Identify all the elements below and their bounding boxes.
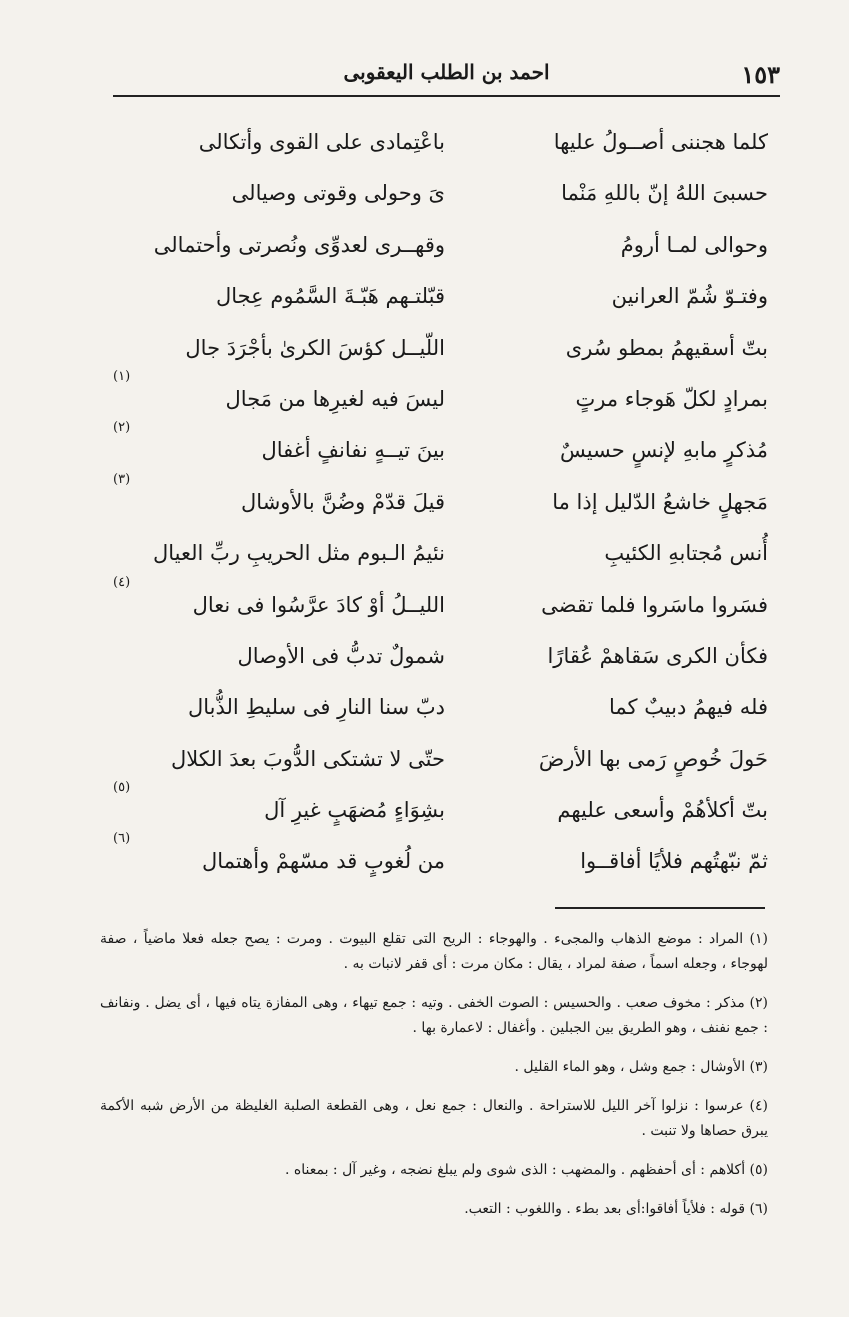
footnote-marker: (٦) xyxy=(113,831,131,847)
verse-second-hemistich: ليسَ فيه لغيرِها من مَجال xyxy=(225,386,445,411)
verse-line xyxy=(113,168,780,219)
verse-first-hemistich: بتّ أكلأهُمْ وأسعى عليهم xyxy=(557,798,768,823)
verse-first-hemistich: حسبىَ اللهُ إنّ باللهِ مَنْما xyxy=(561,181,768,206)
verse-first-hemistich: فكأن الكرى سَقاهمْ عُقارًا xyxy=(547,643,768,668)
verse-first-hemistich: بمرادٍ لكلّ هَوجاء مرتٍ xyxy=(575,386,768,411)
verse-first-hemistich: أُنس مُجتابهِ الكئيبِ xyxy=(604,541,768,566)
footnote: (٣) الأوشال : جمع وشل ، وهو الماء القليل . xyxy=(514,1059,768,1075)
verse-second-hemistich: قيلَ قدّمْ وضُنَّ بالأوشال xyxy=(241,489,445,514)
footnote-marker: (٢) xyxy=(113,420,131,436)
verse-first-hemistich: وحوالى لمـا أرومُ xyxy=(620,232,768,257)
verse-second-hemistich: ىَ وحولى وقوتى وصيالى xyxy=(231,181,445,206)
footnote: (٤) عرسوا : نزلوا آخر الليل للاستراحة . والنعال : جمع نعل ، وهى القطعة الصلبة الغليظة من الأرض شبه الأكمة يبرق حصاها ولا تنبت . xyxy=(100,1098,768,1139)
verse-line xyxy=(113,574,780,631)
verse-second-hemistich: حتّى لا تشتكى الدُّوبَ بعدَ الكلال xyxy=(171,746,445,771)
verse-second-hemistich: قبّلتـهم هَبّـةَ السَّمُوم عِجال xyxy=(215,284,445,309)
verse-line xyxy=(113,420,780,476)
verse-second-hemistich: بينَ تيــهٍ نفانفٍ أغفال xyxy=(261,438,445,463)
poem-verses xyxy=(113,117,780,888)
verse-line xyxy=(113,780,780,836)
footnotes xyxy=(100,927,768,1226)
footnote-marker: (٥) xyxy=(113,780,131,796)
verse-line xyxy=(113,117,780,168)
verse-line xyxy=(113,220,780,271)
verse-line xyxy=(113,368,780,425)
footnote-rule xyxy=(555,907,765,909)
verse-first-hemistich: مُذكرٍ مابهِ لإنسٍ حسيسٌ xyxy=(559,438,768,463)
verse-second-hemistich: اللّيــل كؤسَ الكرىٰ بأجْرَدَ جال xyxy=(185,335,445,360)
verse-second-hemistich: باعْتِمادى على القوى وأتكالى xyxy=(198,130,445,154)
verse-first-hemistich: فسَروا ماسَروا فلما تقضى xyxy=(541,592,768,617)
verse-line xyxy=(113,682,780,733)
header-rule xyxy=(113,95,780,97)
footnote: (٥) أكلاهم : أى أحفظهم . والمضهب : الذى شوى ولم يبلغ نضجه ، وغير آل : بمعناه . xyxy=(285,1162,768,1178)
verse-first-hemistich: حَولَ خُوصٍ رَمى بها الأرضَ xyxy=(538,746,768,771)
verse-second-hemistich: وقهــرى لعدوِّى ونُصرتى وأحتمالى xyxy=(153,232,445,257)
verse-line xyxy=(113,831,780,887)
verse-second-hemistich: شمولٌ تدبُّ فى الأوصال xyxy=(237,643,445,668)
verse-second-hemistich: الليــلُ أوْ كادَ عرَّسُوا فى نعال xyxy=(192,592,445,617)
verse-first-hemistich: كلما هجننى أصــولُ عليها xyxy=(553,130,768,154)
verse-line xyxy=(113,471,780,528)
verse-line xyxy=(113,271,780,322)
verse-second-hemistich: من لُغوبٍ قد مسّهمْ وأهتمال xyxy=(202,849,445,874)
verse-first-hemistich: بتّ أسقيهمُ بمطو سُرى xyxy=(565,335,768,360)
footnote: (٦) قوله : فلأياً أفاقوا:أى بعد بطء . واللغوب : التعب. xyxy=(464,1201,768,1217)
page-header xyxy=(113,58,780,94)
verse-first-hemistich: مَجهلٍ خاشعُ الدّليل إذا ما xyxy=(552,489,768,514)
verse-first-hemistich: ثمّ نبّهتُهم فلأيًا أفاقــوا xyxy=(580,849,768,874)
verse-second-hemistich: نئيمُ الـبوم مثل الحريبِ ربِّ العيال xyxy=(152,541,445,566)
footnote: (١) المراد : موضع الذهاب والمجىء . والهوجاء : الريح التى تقلع البيوت . ومرت : يصح جعله فعلا ماضياً ، صفة لهوجاء ، وجعله اسماً ، صفة لمراد ، يقال : مكان مرت : أى قفر لانبات به . xyxy=(100,931,768,972)
footnote: (٢) مذكر : مخوف صعب . والحسيس : الصوت الخفى . وتيه : جمع تيهاء ، وهى المفازة يتاه فيها ، أى يضل . ونفانف : جمع نفنف ، وهو الطريق بين الجبلين . وأغفال : لاعمارة بها . xyxy=(100,995,768,1036)
verse-first-hemistich: وفتـوّ شُمّ العرانين xyxy=(611,284,768,309)
footnote-marker: (١) xyxy=(113,368,131,384)
verse-line xyxy=(113,631,780,682)
verse-first-hemistich: فله فيهمُ دبيبٌ كما xyxy=(609,695,768,720)
verse-line xyxy=(113,528,780,579)
page-number: ١٥٣ xyxy=(741,60,780,89)
verse-line xyxy=(113,734,780,785)
footnote-marker: (٣) xyxy=(113,471,131,487)
verse-second-hemistich: بشِوَاءٍ مُضهَبٍ غيرِ آل xyxy=(264,798,445,823)
verse-second-hemistich: دبّ سنا النارِ فى سليطِ الذُّبال xyxy=(187,695,445,720)
verse-line xyxy=(113,323,780,374)
footnote-marker: (٤) xyxy=(113,574,131,590)
running-head: احمد بن الطلب اليعقوبى xyxy=(343,60,550,84)
